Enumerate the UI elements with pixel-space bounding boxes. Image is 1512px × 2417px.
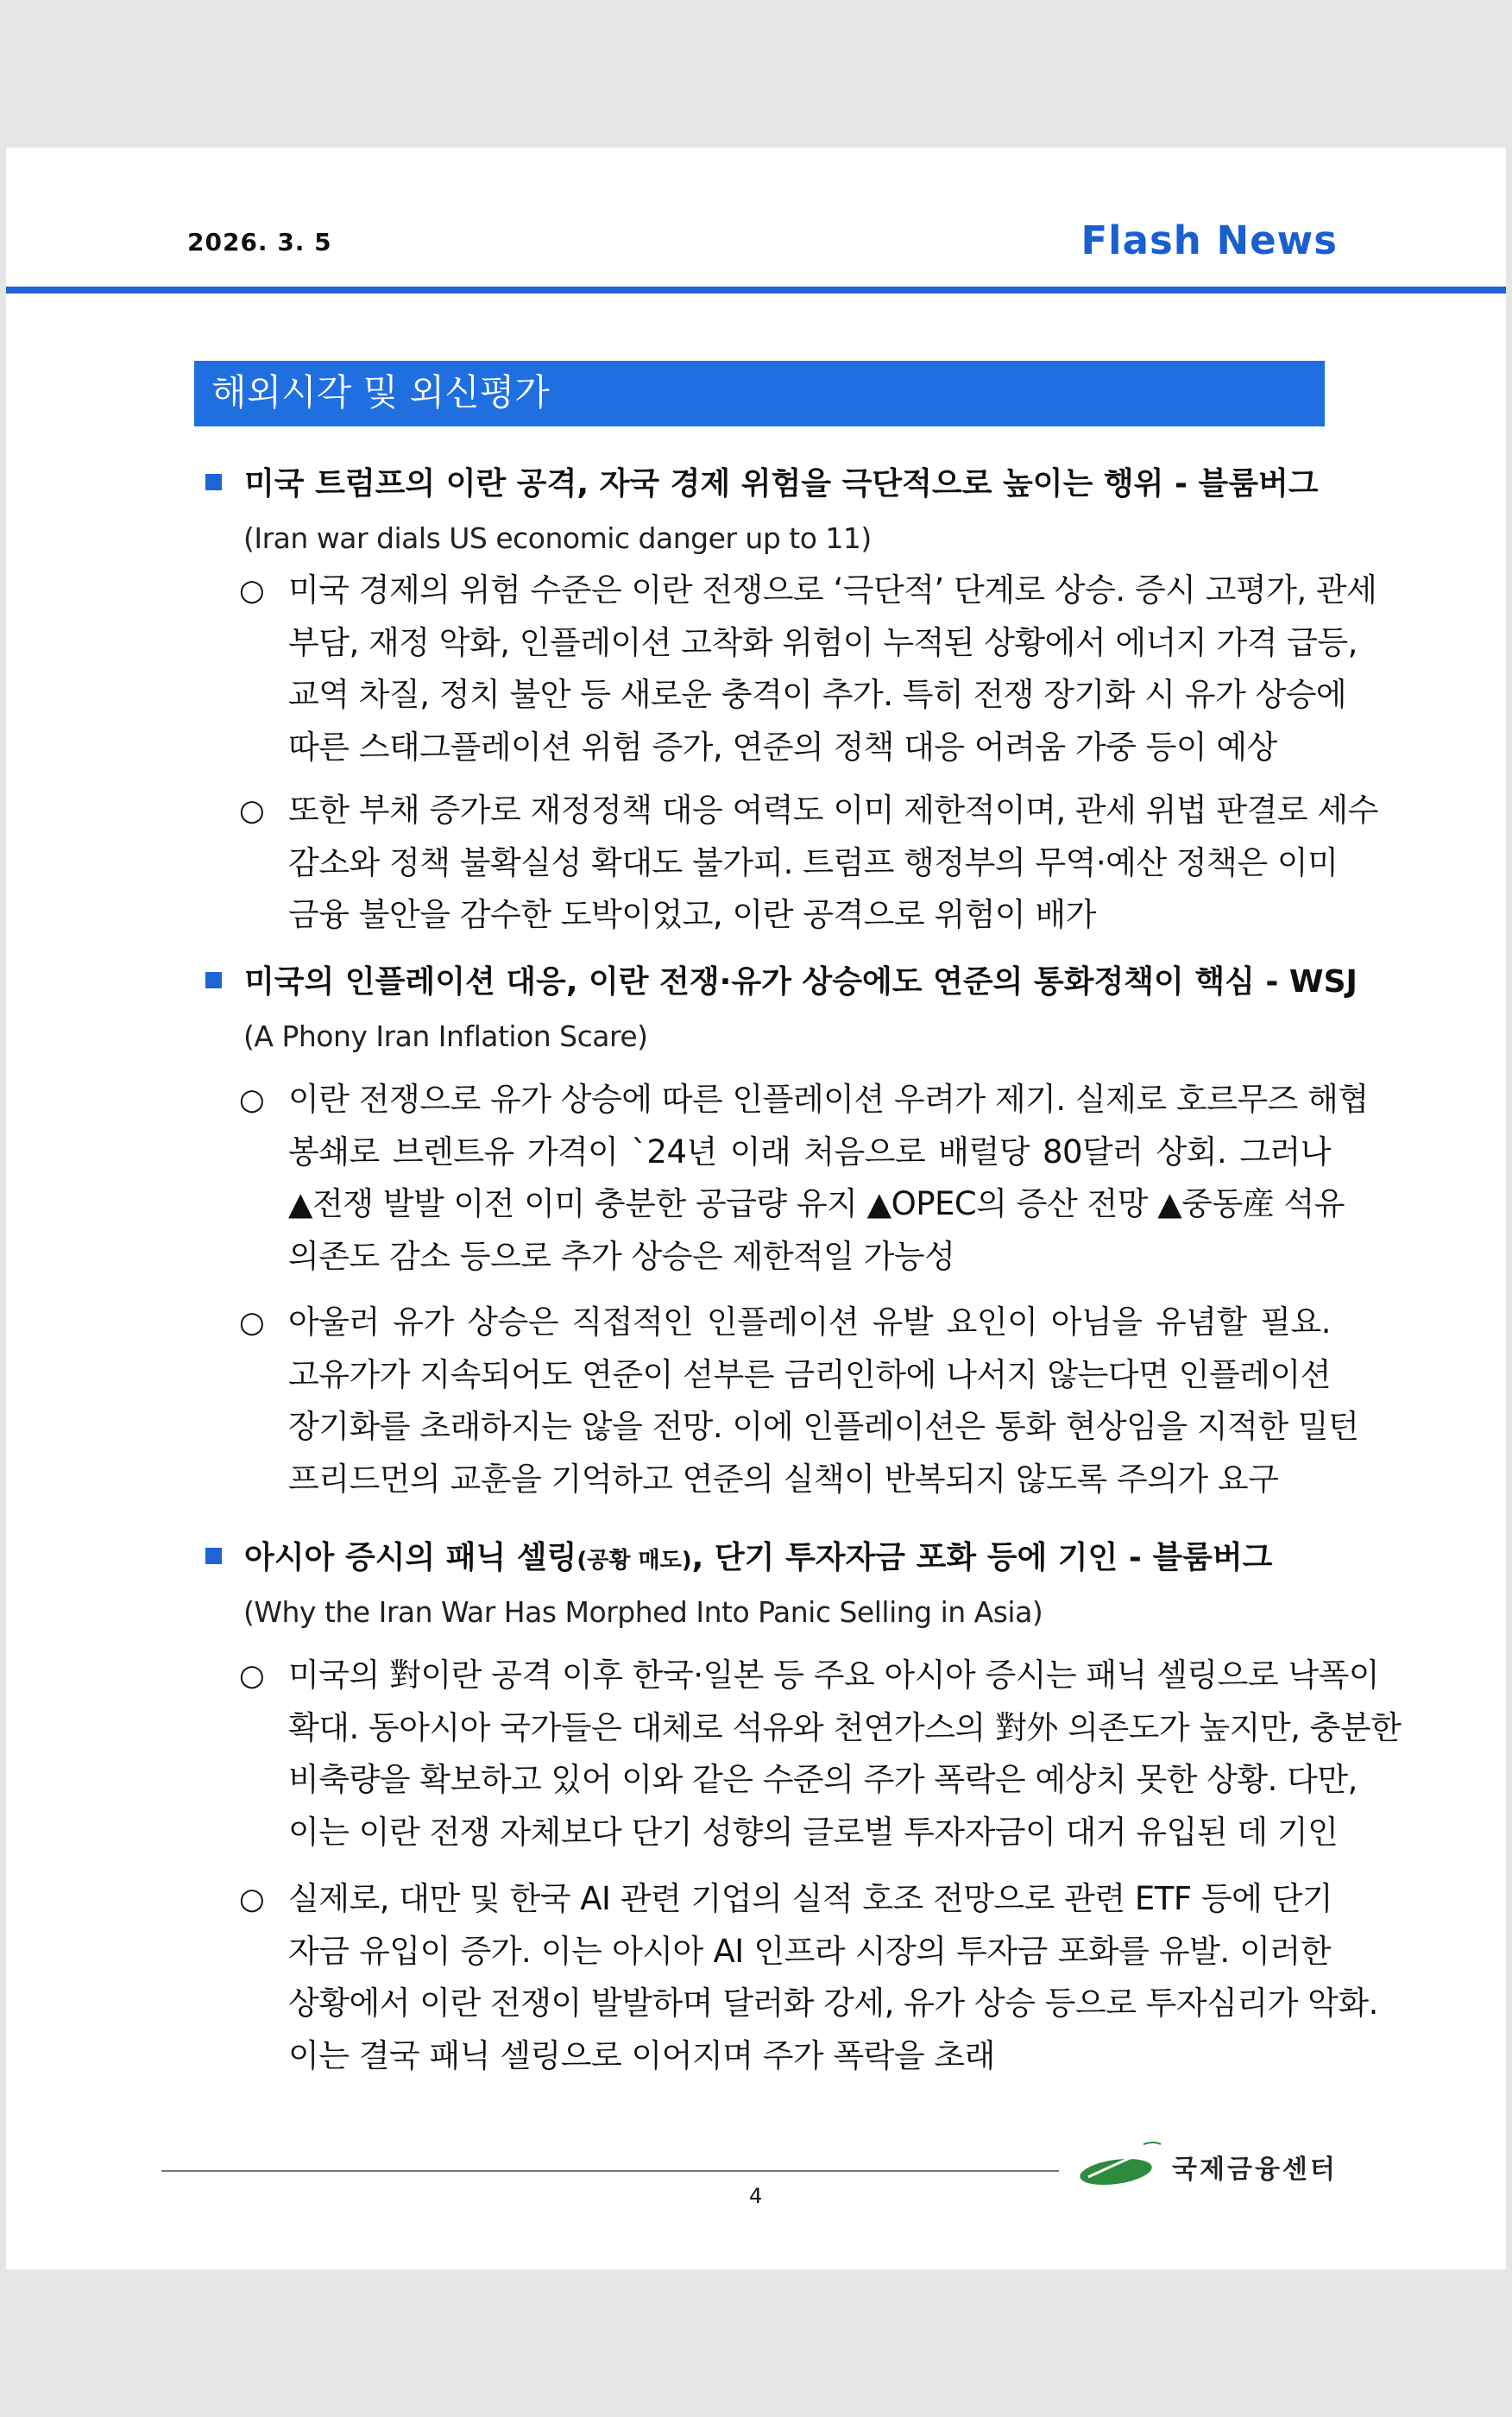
paragraph-line: 확대. 동아시아 국가들은 대체로 석유와 천연가스의 對外 의존도가 높지만, 충분한 (288, 1708, 1402, 1746)
paragraph-line: 이란 전쟁으로 유가 상승에 따른 인플레이션 우려가 제기. 실제로 호르무즈 해협 (288, 1081, 1369, 1118)
flash-news-badge: Flash News (1080, 218, 1338, 263)
square-bullet-icon (205, 1548, 222, 1564)
article-subtitle-1: (Iran war dials US economic danger up to 11) (243, 521, 872, 555)
bullet-paragraph (239, 1650, 1402, 1859)
heading-text-rest: , 단기 투자자금 포화 등에 기인 - 블룸버그 (691, 1540, 1273, 1575)
paragraph-line: 실제로, 대만 및 한국 AI 관련 기업의 실적 호조 전망으로 관련 ETF 등에 단기 (288, 1880, 1333, 1917)
circle-bullet-icon: ○ (239, 1658, 265, 1693)
bullet-paragraph (239, 785, 1378, 942)
circle-bullet-icon: ○ (239, 793, 265, 828)
heading-text: 아시아 증시의 패닉 셀링 (244, 1540, 577, 1575)
heading-text: 미국의 인플레이션 대응, 이란 전쟁·유가 상승에도 연준의 통화정책이 핵심 - WSJ (244, 964, 1358, 1000)
paragraph-line: 또한 부채 증가로 재정정책 대응 여력도 이미 제한적이며, 관세 위법 판결로 세수 (288, 792, 1378, 829)
article-heading-2 (205, 961, 1358, 1004)
paragraph-line: 부담, 재정 악화, 인플레이션 고착화 위험이 누적된 상황에서 에너지 가격 급등, (288, 623, 1358, 661)
report-date: 2026. 3. 5 (187, 228, 332, 256)
square-bullet-icon (205, 972, 222, 988)
circle-bullet-icon: ○ (239, 573, 265, 608)
header-divider (6, 287, 1506, 293)
article-heading-3 (205, 1537, 1272, 1582)
circle-bullet-icon: ○ (239, 1082, 265, 1117)
paragraph-line: 상황에서 이란 전쟁이 발발하며 달러화 강세, 유가 상승 등으로 투자심리가 악화. (288, 1985, 1378, 2022)
paragraph-line: 미국 경제의 위험 수준은 이란 전쟁으로 ‘극단적’ 단계로 상승. 증시 고평가, 관세 (288, 571, 1377, 609)
article-subtitle-2: (A Phony Iran Inflation Scare) (243, 1019, 648, 1053)
paragraph-line: 봉쇄로 브렌트유 가격이 `24년 이래 처음으로 배럴당 80달러 상회. 그러나 (288, 1133, 1331, 1171)
square-bullet-icon (205, 474, 222, 490)
paragraph-line: 감소와 정책 불확실성 확대도 불가피. 트럼프 행정부의 무역·예산 정책은 이미 (288, 843, 1339, 881)
paragraph-line: 프리드먼의 교훈을 기억하고 연준의 실책이 반복되지 않도록 주의가 요구 (288, 1460, 1279, 1498)
article-heading-1 (205, 463, 1319, 506)
paragraph-line: 이는 이란 전쟁 자체보다 단기 성향의 글로벌 투자자금이 대거 유입된 데 기인 (288, 1813, 1339, 1851)
paragraph-line: 장기화를 초래하지는 않을 전망. 이에 인플레이션은 통화 현상임을 지적한 밀턴 (288, 1408, 1359, 1445)
paragraph-line: 이는 결국 패닉 셀링으로 이어지며 주가 폭락을 초래 (288, 2036, 995, 2074)
circle-bullet-icon: ○ (239, 1882, 265, 1916)
bullet-paragraph (239, 1297, 1359, 1505)
section-title: 해외시각 및 외신평가 (211, 371, 550, 413)
bullet-paragraph (239, 1074, 1369, 1283)
paragraph-line: 의존도 감소 등으로 추가 상승은 제한적일 가능성 (288, 1237, 955, 1275)
page-number: 4 (749, 2184, 763, 2208)
footer-divider (161, 2170, 1059, 2172)
organization-name: 국제금융센터 (1172, 2155, 1338, 2185)
paragraph-line: 교역 차질, 정치 불안 등 새로운 충격이 추가. 특히 전쟁 장기화 시 유가 상승에 (288, 676, 1347, 713)
bullet-paragraph (239, 1873, 1378, 2082)
paragraph-line: 미국의 對이란 공격 이후 한국·일본 등 주요 아시아 증시는 패닉 셀링으로 낙폭이 (288, 1657, 1380, 1694)
paragraph-line: 비축량을 확보하고 있어 이와 같은 수준의 주가 폭락은 예상치 못한 상황. 다만, (288, 1761, 1358, 1798)
article-subtitle-3: (Why the Iran War Has Morphed Into Panic Selling in Asia) (243, 1595, 1043, 1629)
bullet-paragraph (239, 565, 1377, 773)
paragraph-line: 따른 스태그플레이션 위험 증가, 연준의 정책 대응 어려움 가중 등이 예상 (288, 728, 1277, 766)
paragraph-line: ▲전쟁 발발 이전 이미 충분한 공급량 유지 ▲OPEC의 증산 전망 ▲중동産 석유 (288, 1185, 1345, 1222)
heading-text: 미국 트럼프의 이란 공격, 자국 경제 위험을 극단적으로 높이는 행위 - 블룸버그 (244, 466, 1319, 502)
paragraph-line: 고유가가 지속되어도 연준이 섣부른 금리인하에 나서지 않는다면 인플레이션 (288, 1355, 1331, 1393)
paragraph-line: 자금 유입이 증가. 이는 아시아 AI 인프라 시장의 투자금 포화를 유발. 이러한 (288, 1932, 1331, 1970)
heading-annotation: (공황 매도) (576, 1548, 692, 1574)
paragraph-line: 아울러 유가 상승은 직접적인 인플레이션 유발 요인이 아님을 유념할 필요. (288, 1303, 1331, 1341)
circle-bullet-icon: ○ (239, 1305, 265, 1340)
paragraph-line: 금융 불안을 감수한 도박이었고, 이란 공격으로 위험이 배가 (288, 896, 1096, 933)
leaf-logo-icon (1076, 2139, 1162, 2187)
